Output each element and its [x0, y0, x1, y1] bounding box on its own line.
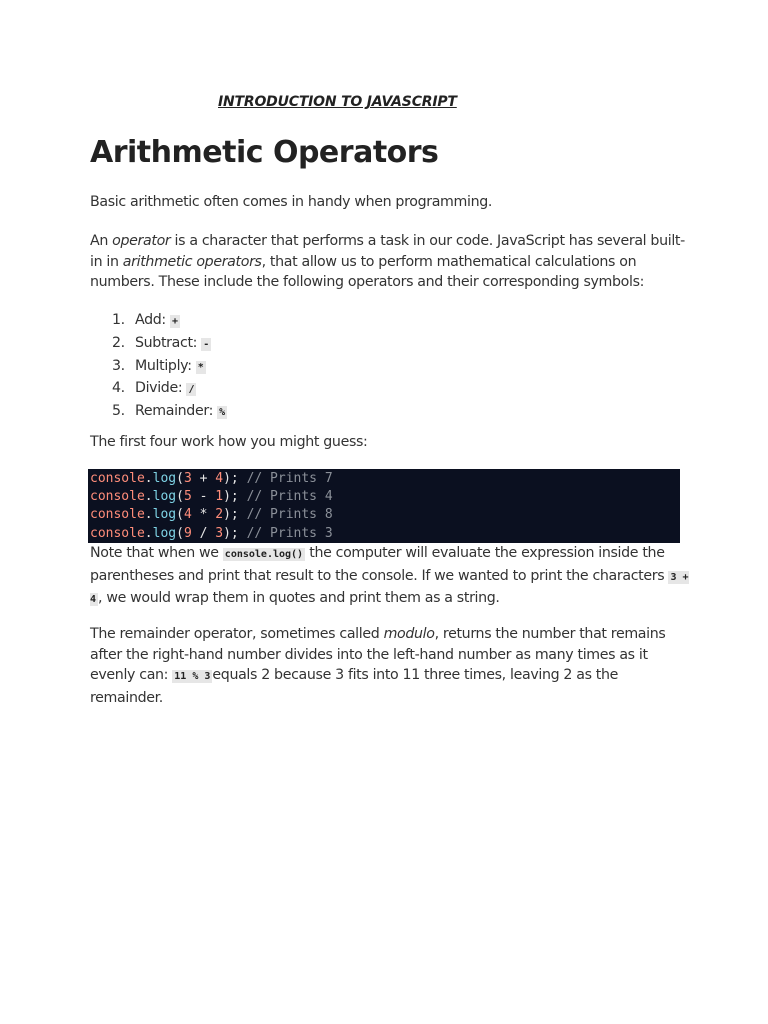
operator-label: Remainder:: [135, 403, 218, 420]
page-title: Arithmetic Operators: [90, 135, 439, 170]
text-span: , we would wrap them in quotes and print them as a string.: [98, 590, 500, 607]
code-object: console: [90, 525, 145, 541]
code-number: 2: [215, 507, 224, 523]
code-method: log: [152, 489, 177, 505]
list-number: 1.: [112, 312, 125, 328]
code-object: console: [90, 489, 145, 505]
code-object: console: [90, 507, 145, 523]
text-span: , returns the number that remains after the right-hand number divides into the left-hand number as many times as it evenly can:: [90, 626, 666, 684]
text-span: The remainder operator, sometimes called: [90, 626, 384, 642]
code-block: [88, 469, 680, 543]
operator-label: Subtract:: [135, 334, 202, 351]
operator-symbol: -: [203, 338, 210, 350]
intro-paragraph: Basic arithmetic often comes in handy when programming.: [90, 194, 493, 210]
course-title: INTRODUCTION TO JAVASCRIPT: [218, 94, 457, 110]
list-number: 3.: [112, 357, 125, 374]
operator-symbol: +: [172, 316, 179, 327]
code-comment: // Prints 8: [246, 507, 333, 523]
text-span: Note that when we: [90, 545, 223, 561]
code-operator: -: [199, 489, 208, 505]
inline-code: 11 % 3: [174, 671, 211, 683]
list-item: [90, 378, 227, 401]
code-operator: +: [199, 471, 208, 486]
code-number: 1: [215, 489, 224, 505]
code-number: 3: [215, 525, 224, 541]
emphasis-arithmetic-operators: arithmetic operators: [122, 253, 262, 270]
operator-label: Add:: [135, 312, 171, 328]
operator-symbol: /: [188, 384, 195, 396]
operator-label: Divide:: [135, 380, 187, 397]
code-method: log: [152, 471, 177, 486]
operator-label: Multiply:: [135, 357, 196, 374]
list-number: 4.: [112, 380, 125, 397]
inline-code: console.log(): [224, 549, 304, 560]
code-operator: /: [199, 525, 208, 541]
list-item: [90, 401, 227, 424]
text-span: An: [90, 233, 113, 249]
code-method: log: [152, 525, 177, 541]
list-item: [90, 310, 227, 333]
code-line: console.log(3 + 4); // Prints 7: [90, 471, 333, 486]
code-comment: // Prints 3: [246, 525, 333, 541]
operators-paragraph: [90, 231, 690, 293]
code-number: 3: [183, 471, 192, 486]
code-number: 4: [215, 471, 224, 486]
emphasis-operator: operator: [112, 233, 171, 249]
text-span: equals 2 because 3 fits into 11 three times, leaving 2 as the remainder.: [90, 667, 619, 706]
text-span: is a character that performs a task in our code. JavaScript has several built-in in: [90, 233, 685, 270]
remainder-paragraph: [90, 624, 690, 708]
code-line: console.log(4 * 2); // Prints 8: [90, 507, 333, 523]
code-number: 4: [183, 507, 192, 523]
list-item: [90, 356, 227, 379]
code-line: console.log(5 - 1); // Prints 4: [90, 489, 333, 505]
emphasis-modulo: modulo: [383, 626, 435, 642]
text-span: , that allow us to perform mathematical calculations on numbers. These include the following operators and their corresponding symbols:: [90, 253, 645, 291]
code-method: log: [152, 507, 177, 523]
text-span: the computer will evaluate the expression inside the parentheses and print that result to the console. If we wanted to print the characters: [90, 545, 669, 584]
list-number: 5.: [112, 403, 125, 420]
code-line: console.log(9 / 3); // Prints 3: [90, 525, 333, 541]
code-comment: // Prints 7: [246, 471, 333, 486]
console-log-paragraph: [90, 543, 690, 611]
code-number: 9: [183, 525, 192, 541]
code-comment: // Prints 4: [246, 489, 333, 505]
first-four-paragraph: The first four work how you might guess:: [90, 434, 368, 450]
operator-symbol: %: [219, 407, 226, 419]
operator-list: [90, 310, 227, 424]
inline-code: 3 + 4: [90, 571, 689, 606]
code-number: 5: [183, 489, 192, 505]
operator-symbol: *: [197, 361, 204, 373]
code-object: console: [90, 471, 145, 486]
code-operator: *: [199, 507, 208, 523]
list-item: [90, 333, 227, 356]
list-number: 2.: [112, 334, 125, 351]
